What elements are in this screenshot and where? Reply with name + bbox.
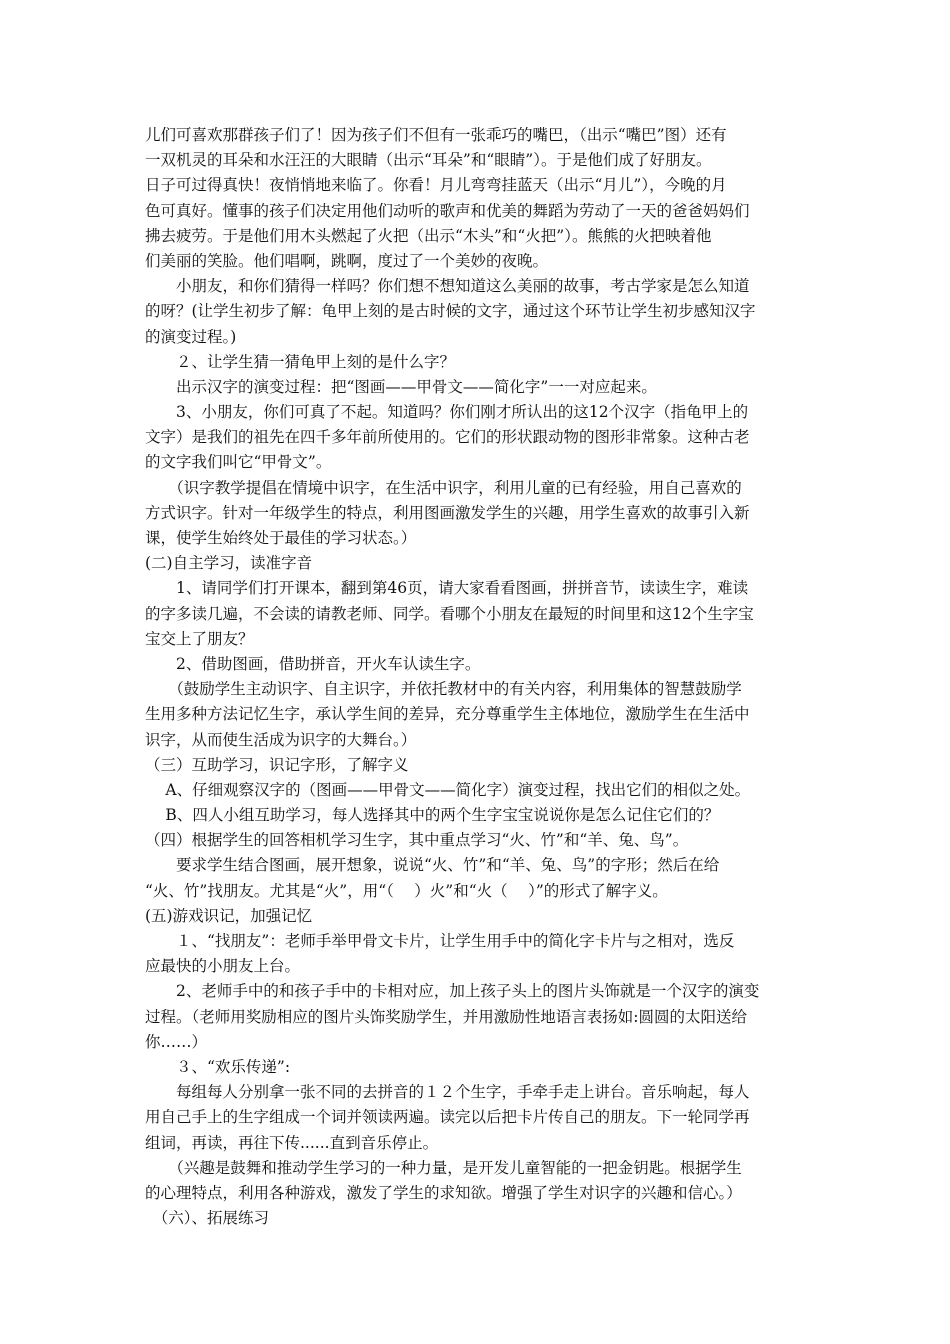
text-line: “火、竹”找朋友。尤其是“火”，用“（ ）火”和“火（ ）”的形式了解字义。 — [145, 881, 668, 900]
text-line: 应最快的小朋友上台。 — [145, 957, 301, 976]
text-line: 们美丽的笑脸。他们唱啊，跳啊，度过了一个美妙的夜晚。 — [145, 251, 549, 270]
text-line: 课，使学生始终处于最佳的学习状态。） — [145, 529, 417, 547]
text-line: 色可真好。懂事的孩子们决定用他们动听的歌声和优美的舞蹈为劳动了一天的爸爸妈妈们 — [145, 201, 750, 220]
text-line: 方式识字。针对一年级学生的特点，利用图画激发学生的兴趣，用学生喜欢的故事引入新 — [145, 503, 750, 522]
text-line: 的呀？(让学生初步了解：龟甲上刻的是古时候的文字，通过这个环节让学生初步感知汉字 — [145, 302, 756, 321]
text-line: 过程。（老师用奖励相应的图片头饰奖励学生，并用激励性地语言表扬如:圆圆的太阳送给 — [145, 1007, 747, 1026]
text-line: 文字）是我们的祖先在四千多年前所使用的。它们的形状跟动物的图形非常象。这种古老 — [145, 428, 750, 447]
text-line: 生用多种方法记忆生字，承认学生间的差异，充分尊重学生主体地位，激励学生在生活中 — [145, 705, 750, 724]
text-line: 出示汉字的演变过程：把“图画——甲骨文——简化字”一一对应起来。 — [145, 377, 657, 396]
text-line: 用自己手上的生字组成一个词并领读两遍。读完以后把卡片传自己的朋友。下一轮同学再 — [145, 1108, 750, 1127]
text-line: 日子可过得真快！夜悄悄地来临了。你看！月儿弯弯挂蓝天（出示“月儿”），今晚的月 — [145, 176, 727, 195]
text-line: （兴趣是鼓舞和推动学生学习的一种力量，是开发儿童智能的一把金钥匙。根据学生 — [145, 1158, 742, 1177]
text-line: 1、请同学们打开课本，翻到第46页，请大家看看图画，拼拼音节，读读生字，难读 — [145, 579, 749, 598]
text-line: ２、让学生猜一猜龟甲上刻的是什么字？ — [145, 352, 456, 371]
text-line: 儿们可喜欢那群孩子们了！因为孩子们不但有一张乖巧的嘴巴，（出示“嘴巴”图）还有 — [145, 126, 727, 144]
text-line: 的心理特点，利用各种游戏，激发了学生的求知欲。增强了学生对识字的兴趣和信心。） — [145, 1183, 742, 1202]
body-text — [145, 123, 805, 1231]
text-line: (二)自主学习，读准字音 — [145, 554, 313, 573]
text-line: 小朋友，和你们猜得一样吗？你们想不想知道这么美丽的故事，考古学家是怎么知道 — [145, 277, 750, 296]
text-line: A、仔细观察汉字的（图画——甲骨文——简化字）演变过程，找出它们的相似之处。 — [145, 780, 751, 799]
text-line: ３、“欢乐传递”: — [145, 1057, 291, 1076]
text-line: （鼓励学生主动识字、自主识字，并依托教材中的有关内容，利用集体的智慧鼓励学 — [145, 680, 742, 699]
text-line: 的演变过程。) — [145, 327, 237, 346]
text-line: （三）互助学习，识记字形，了解字义 — [145, 755, 409, 774]
text-line: 你……） — [145, 1032, 208, 1051]
text-line: 3、小朋友，你们可真了不起。知道吗？你们刚才所认出的这12个汉字（指龟甲上的 — [145, 403, 749, 422]
text-line: （六）、拓展练习 — [145, 1209, 270, 1228]
text-line: １、“找朋友”：老师手举甲骨文卡片，让学生用手中的简化字卡片与之相对，选反 — [145, 932, 735, 950]
text-line: 的文字我们叫它“甲骨文”。 — [145, 453, 332, 472]
text-line: 组词，再读，再往下传......直到音乐停止。 — [145, 1133, 439, 1152]
text-line: 一双机灵的耳朵和水汪汪的大眼睛（出示“耳朵”和“眼睛”）。于是他们成了好朋友。 — [145, 151, 712, 170]
text-line: 识字，从而使生活成为识字的大舞台。） — [145, 730, 417, 749]
text-line: 要求学生结合图画，展开想象，说说“火、竹”和“羊、兔、鸟”的字形；然后在给 — [145, 856, 720, 875]
text-line: 2、老师手中的和孩子手中的卡相对应，加上孩子头上的图片头饰就是一个汉字的演变 — [145, 982, 760, 1001]
text-line: (五)游戏识记，加强记忆 — [145, 906, 313, 925]
text-line: （四）根据学生的回答相机学习生字，其中重点学习“火、竹”和“羊、兔、鸟”。 — [145, 831, 689, 850]
text-line: 的字多读几遍，不会读的请教老师、同学。看哪个小朋友在最短的时间里和这12个生字宝 — [145, 604, 754, 623]
text-line: 拂去疲劳。于是他们用木头燃起了火把（出示“木头”和“火把”）。熊熊的火把映着他 — [145, 226, 712, 245]
text-line: （识字教学提倡在情境中识字，在生活中识字，利用儿童的已有经验，用自己喜欢的 — [145, 478, 742, 497]
text-line: 宝交上了朋友？ — [145, 629, 254, 648]
text-line: B、四人小组互助学习，每人选择其中的两个生字宝宝说说你是怎么记住它们的？ — [145, 806, 720, 825]
text-line: 2、借助图画，借助拼音，开火车认读生字。 — [145, 654, 481, 673]
text-line: 每组每人分别拿一张不同的去拼音的１２个生字，手牵手走上讲台。音乐响起，每人 — [145, 1083, 750, 1102]
